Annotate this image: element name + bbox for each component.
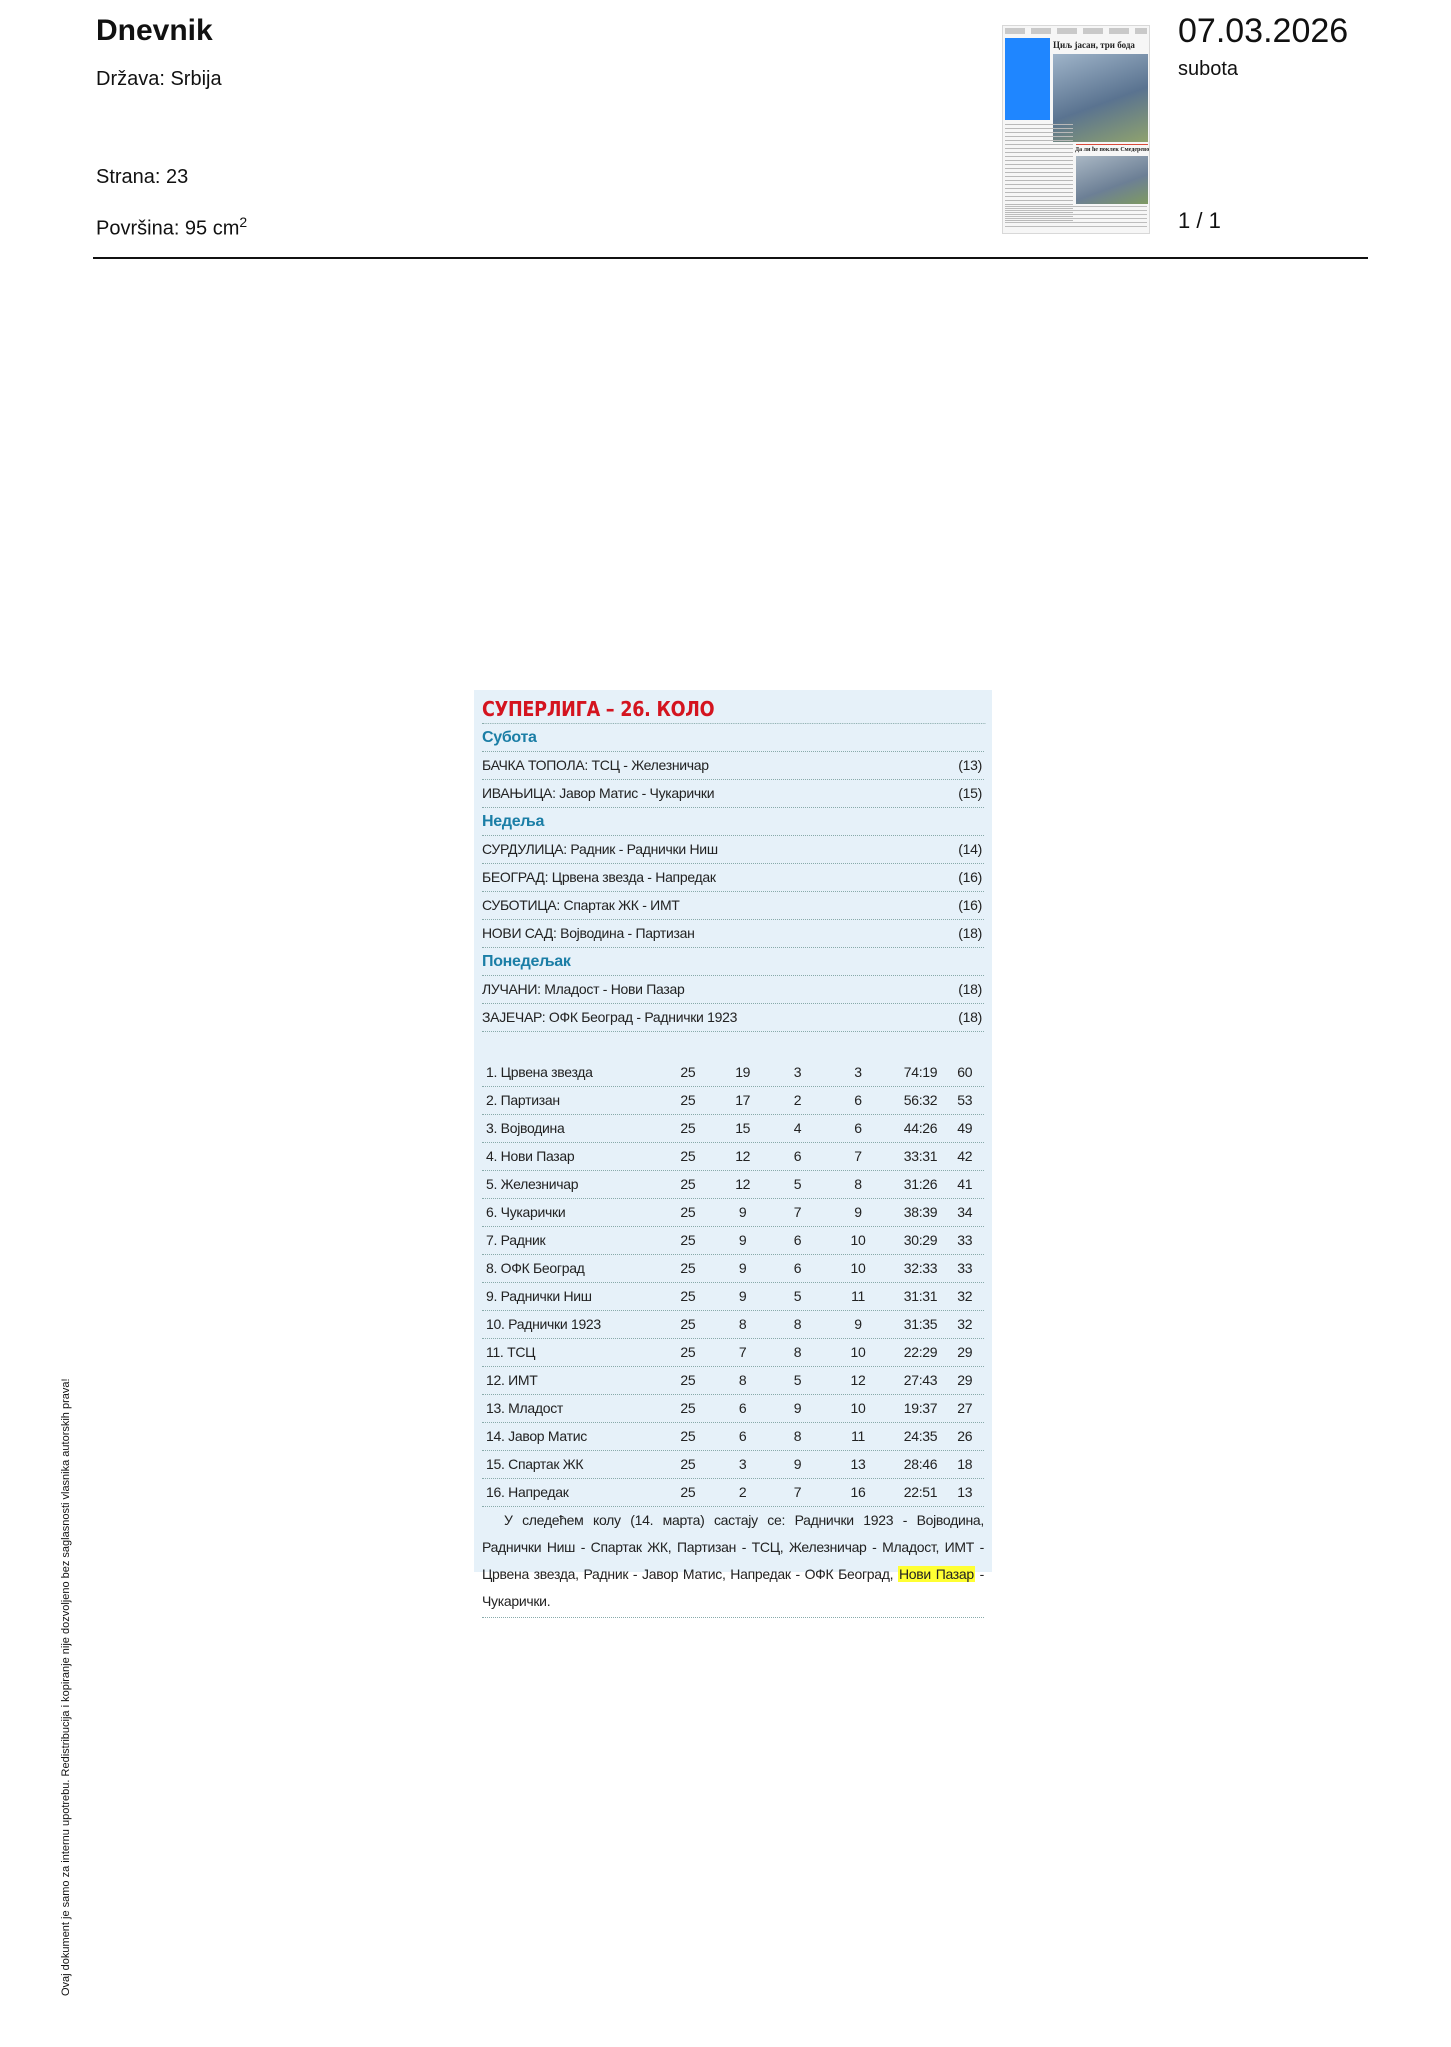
standings-draws: 7	[793, 1484, 802, 1500]
standings-losses: 6	[854, 1120, 862, 1136]
standings-played: 25	[680, 1316, 696, 1332]
fixture-time: (16)	[958, 869, 982, 885]
standings-draws: 5	[793, 1176, 802, 1192]
fixture-text: ИВАЊИЦА: Јавор Матис - Чукарички	[482, 785, 715, 801]
standings-points: 33	[957, 1232, 973, 1248]
standings-draws: 9	[793, 1400, 802, 1416]
standings-points: 33	[957, 1260, 973, 1276]
standings-losses: 16	[850, 1484, 866, 1500]
standings-played: 25	[680, 1344, 696, 1360]
fixture-time: (18)	[958, 1009, 982, 1025]
fixture-time: (14)	[958, 841, 982, 857]
standings-wins: 7	[738, 1344, 747, 1360]
fixture-text: СУБОТИЦА: Спартак ЖК - ИМТ	[482, 897, 680, 913]
standings-losses: 10	[850, 1260, 866, 1276]
standings-played: 25	[680, 1484, 696, 1500]
page-number: Strana: 23	[96, 166, 189, 188]
standings-team-name: 2. Партизан	[486, 1092, 560, 1108]
fixtures-list	[482, 724, 984, 1032]
standings-goal-difference: 44:26	[903, 1120, 938, 1136]
standings-draws: 8	[793, 1344, 802, 1360]
next-round-after: - Чукарички.	[482, 1566, 984, 1609]
standings-row	[482, 1059, 984, 1087]
fixture-row	[482, 892, 984, 920]
fixture-row	[482, 920, 984, 948]
standings-row	[482, 1423, 984, 1451]
clipping-title: СУПЕРЛИГА – 26. КОЛО	[482, 696, 986, 724]
standings-losses: 7	[854, 1148, 862, 1164]
standings-goal-difference: 31:26	[903, 1176, 938, 1192]
standings-row	[482, 1395, 984, 1423]
standings-losses: 8	[854, 1176, 862, 1192]
standings-draws: 4	[793, 1120, 802, 1136]
standings-wins: 2	[738, 1484, 747, 1500]
standings-points: 32	[957, 1316, 973, 1332]
standings-draws: 8	[793, 1428, 802, 1444]
day-heading: Недеља	[482, 808, 984, 836]
standings-row	[482, 1143, 984, 1171]
standings-losses: 3	[854, 1064, 862, 1080]
page-thumbnail[interactable]	[1002, 25, 1150, 234]
standings-wins: 6	[738, 1428, 747, 1444]
article-clipping	[474, 690, 992, 1609]
country-label: Država: Srbija	[96, 68, 222, 90]
fixture-time: (16)	[958, 897, 982, 913]
fixture-row	[482, 864, 984, 892]
standings-goal-difference: 38:39	[903, 1204, 938, 1220]
standings-losses: 6	[854, 1092, 862, 1108]
standings-row	[482, 1171, 984, 1199]
standings-wins: 8	[738, 1372, 747, 1388]
fixture-row	[482, 752, 984, 780]
standings-played: 25	[680, 1204, 696, 1220]
standings-played: 25	[680, 1092, 696, 1108]
standings-points: 42	[957, 1148, 973, 1164]
standings-team-name: 8. ОФК Београд	[486, 1260, 585, 1276]
standings-losses: 9	[854, 1204, 862, 1220]
standings-goal-difference: 24:35	[903, 1428, 938, 1444]
standings-played: 25	[680, 1400, 696, 1416]
standings-row	[482, 1311, 984, 1339]
standings-goal-difference: 56:32	[903, 1092, 938, 1108]
standings-wins: 6	[738, 1400, 747, 1416]
standings-wins: 9	[738, 1260, 747, 1276]
standings-goal-difference: 22:29	[903, 1344, 938, 1360]
standings-played: 25	[680, 1232, 696, 1248]
highlighted-term: Нови Пазар	[898, 1566, 974, 1582]
thumb-blue-block	[1005, 38, 1050, 120]
standings-team-name: 6. Чукарички	[486, 1204, 566, 1220]
standings-points: 26	[957, 1428, 973, 1444]
standings-row	[482, 1339, 984, 1367]
standings-goal-difference: 19:37	[903, 1400, 938, 1416]
standings-played: 25	[680, 1288, 696, 1304]
standings-points: 41	[957, 1176, 973, 1192]
standings-points: 27	[957, 1400, 973, 1416]
standings-row	[482, 1255, 984, 1283]
standings-row	[482, 1451, 984, 1479]
fixture-time: (15)	[958, 785, 982, 801]
standings-team-name: 4. Нови Пазар	[486, 1148, 575, 1164]
area-exponent: 2	[239, 214, 248, 230]
next-round-before: У следећем колу (14. марта) састају се: Раднички 1923 - Војводина, Раднички Ниш - Спартак ЖК, Партизан - ТСЦ, Железничар - Младост, ИМТ - Црвена звезда, Радник - Јавор Матис, Напредак - ОФК Београд,	[482, 1512, 984, 1582]
standings-played: 25	[680, 1456, 696, 1472]
thumb-masthead	[1005, 28, 1147, 34]
standings-team-name: 10. Раднички 1923	[486, 1316, 601, 1332]
standings-goal-difference: 31:35	[903, 1316, 938, 1332]
standings-team-name: 7. Радник	[486, 1232, 546, 1248]
standings-losses: 10	[850, 1344, 866, 1360]
standings-team-name: 12. ИМТ	[486, 1372, 538, 1388]
standings-draws: 5	[793, 1372, 802, 1388]
standings-played: 25	[680, 1148, 696, 1164]
page-count: 1 / 1	[1178, 208, 1221, 233]
day-heading: Субота	[482, 724, 984, 752]
fixture-text: ЛУЧАНИ: Младост - Нови Пазар	[482, 981, 685, 997]
fixture-row	[482, 836, 984, 864]
standings-losses: 11	[851, 1428, 865, 1444]
standings-wins: 19	[735, 1064, 751, 1080]
issue-date: 07.03.2026	[1178, 12, 1349, 50]
standings-points: 13	[957, 1484, 973, 1500]
standings-row	[482, 1087, 984, 1115]
standings-goal-difference: 74:19	[903, 1064, 938, 1080]
standings-draws: 7	[793, 1204, 802, 1220]
standings-points: 29	[957, 1372, 973, 1388]
fixture-text: НОВИ САД: Војводина - Партизан	[482, 925, 695, 941]
standings-goal-difference: 28:46	[903, 1456, 938, 1472]
standings-wins: 9	[738, 1232, 747, 1248]
fixture-time: (18)	[958, 925, 982, 941]
fixture-time: (18)	[958, 981, 982, 997]
standings-losses: 10	[850, 1400, 866, 1416]
standings-goal-difference: 30:29	[903, 1232, 938, 1248]
thumb-divider	[1076, 144, 1148, 145]
standings-played: 25	[680, 1372, 696, 1388]
standings-row	[482, 1283, 984, 1311]
standings-team-name: 1. Црвена звезда	[486, 1064, 593, 1080]
standings-wins: 3	[738, 1456, 747, 1472]
standings-team-name: 15. Спартак ЖК	[486, 1456, 584, 1472]
standings-draws: 6	[793, 1232, 802, 1248]
standings-points: 49	[957, 1120, 973, 1136]
standings-wins: 12	[735, 1176, 751, 1192]
fixture-text: БАЧКА ТОПОЛА: ТСЦ - Железничар	[482, 757, 709, 773]
standings-wins: 17	[735, 1092, 751, 1108]
standings-losses: 11	[851, 1288, 865, 1304]
standings-goal-difference: 32:33	[903, 1260, 938, 1276]
standings-team-name: 13. Младост	[486, 1400, 564, 1416]
fixture-text: ЗАЈЕЧАР: ОФК Београд - Раднички 1923	[482, 1009, 738, 1025]
standings-row	[482, 1367, 984, 1395]
standings-wins: 12	[735, 1148, 751, 1164]
day-heading: Понедељак	[482, 948, 984, 976]
standings-goal-difference: 31:31	[903, 1288, 938, 1304]
standings-team-name: 16. Напредак	[486, 1484, 569, 1500]
fixture-row	[482, 780, 984, 808]
standings-losses: 13	[850, 1456, 866, 1472]
standings-points: 53	[957, 1092, 973, 1108]
standings-team-name: 5. Железничар	[486, 1176, 579, 1192]
standings-points: 18	[957, 1456, 973, 1472]
standings-goal-difference: 33:31	[903, 1148, 938, 1164]
standings-goal-difference: 22:51	[903, 1484, 938, 1500]
standings-losses: 10	[850, 1232, 866, 1248]
standings-team-name: 9. Раднички Ниш	[486, 1288, 592, 1304]
area-label	[96, 214, 247, 241]
standings-row	[482, 1199, 984, 1227]
standings-draws: 5	[793, 1288, 802, 1304]
fixture-time: (13)	[958, 757, 982, 773]
standings-points: 60	[957, 1064, 973, 1080]
thumb-photo-secondary	[1076, 156, 1148, 204]
standings-wins: 15	[735, 1120, 751, 1136]
standings-draws: 3	[793, 1064, 802, 1080]
standings-losses: 12	[850, 1372, 866, 1388]
standings-wins: 9	[738, 1204, 747, 1220]
closing-rule	[482, 1617, 984, 1618]
standings-losses: 9	[854, 1316, 862, 1332]
thumb-footer-text	[1005, 206, 1147, 230]
standings-points: 34	[957, 1204, 973, 1220]
standings-points: 32	[957, 1288, 973, 1304]
area-text: Površina: 95 cm	[96, 217, 240, 240]
standings-row	[482, 1227, 984, 1255]
standings-table	[482, 1059, 984, 1507]
standings-row	[482, 1479, 984, 1507]
standings-played: 25	[680, 1428, 696, 1444]
standings-wins: 8	[738, 1316, 747, 1332]
issue-weekday: subota	[1178, 58, 1239, 80]
header-rule	[93, 257, 1368, 259]
thumb-headline: Циљ јасан, три бода	[1053, 40, 1135, 50]
standings-points: 29	[957, 1344, 973, 1360]
standings-team-name: 11. ТСЦ	[486, 1344, 536, 1360]
fixture-text: СУРДУЛИЦА: Радник - Раднички Ниш	[482, 841, 718, 857]
standings-draws: 2	[793, 1092, 802, 1108]
standings-played: 25	[680, 1064, 696, 1080]
standings-wins: 9	[738, 1288, 747, 1304]
standings-played: 25	[680, 1176, 696, 1192]
thumb-subheadline: Да ли ће поклек Смедерево	[1075, 147, 1150, 153]
copyright-notice: Ovaj dokument je samo za internu upotrebu. Redistribucija i kopiranje nije dozvoljeno bez saglasnosti vlasnika autorskih prava!	[60, 1378, 72, 1996]
standings-team-name: 14. Јавор Матис	[486, 1428, 587, 1444]
fixture-row	[482, 1004, 984, 1032]
standings-row	[482, 1115, 984, 1143]
standings-draws: 6	[793, 1260, 802, 1276]
standings-team-name: 3. Војводина	[486, 1120, 565, 1136]
next-round-text	[482, 1507, 984, 1615]
standings-goal-difference: 27:43	[903, 1372, 938, 1388]
standings-played: 25	[680, 1120, 696, 1136]
standings-draws: 6	[793, 1148, 802, 1164]
publication-name: Dnevnik	[96, 14, 213, 47]
standings-played: 25	[680, 1260, 696, 1276]
standings-draws: 8	[793, 1316, 802, 1332]
fixture-text: БЕОГРАД: Црвена звезда - Напредак	[482, 869, 716, 885]
standings-draws: 9	[793, 1456, 802, 1472]
fixture-row	[482, 976, 984, 1004]
